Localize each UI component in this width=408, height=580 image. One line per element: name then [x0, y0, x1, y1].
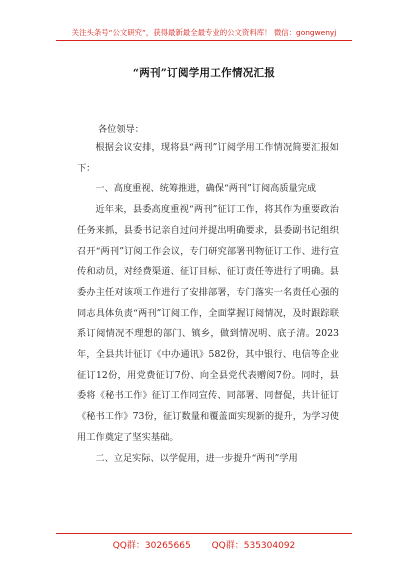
qq-group-1: QQ群：30265665	[112, 541, 191, 551]
section-heading: 二、立足实际、以学促用，进一步提升“两刊”学用	[95, 452, 298, 464]
document-body	[77, 138, 339, 469]
document-title: “两刊”订阅学用工作情况汇报	[132, 67, 276, 79]
body-paragraph: 近年来，县委高度重视“两刊”征订工作，将其作为重要政治任务来抓，县委书记亲自过问并提出明确要求，县委副书记组织召开“两刊”订阅工作会议，专门研究部署刊物征订工作、进行宣传和动员，对经费渠道、征订目标、征订责任等进行了明确。县委办主任对该项工作进行了安排部署，专门落实一名责任心强的同志具体负责“两刊”订阅工作，全面掌握订阅情况，及时跟踪联系订阅情况不理想的部门、镇乡，做到情况明、底子清。2023年，全县共计征订《中办通讯》582份，其中银行、电信等企业征订12份，用党费征订7份、向全县党代表赠阅7份。同时，县委将《秘书工作》征订工作同宣传、同部署、同督促，共计征订《秘书工作》73份，征订数量和覆盖面实现新的提升，为学习使用工作奠定了坚实基础。	[77, 204, 339, 443]
footer-contacts	[0, 538, 408, 551]
qq-group-2: QQ群：535304092	[211, 541, 296, 551]
section-heading: 一、高度重视、统筹推进，确保“两刊”订阅高质量完成	[95, 183, 317, 195]
header-divider	[56, 40, 352, 41]
header-banner: 关注头条号“公文研究”，获得最新最全最专业的公文资料库！ 微信：gongwenyj	[71, 28, 337, 37]
body-paragraph: 根据会议安排，现将县“两刊”订阅学用工作情况简要汇报如下：	[77, 142, 339, 174]
footer-divider	[56, 533, 352, 534]
salutation: 各位领导：	[98, 124, 144, 135]
